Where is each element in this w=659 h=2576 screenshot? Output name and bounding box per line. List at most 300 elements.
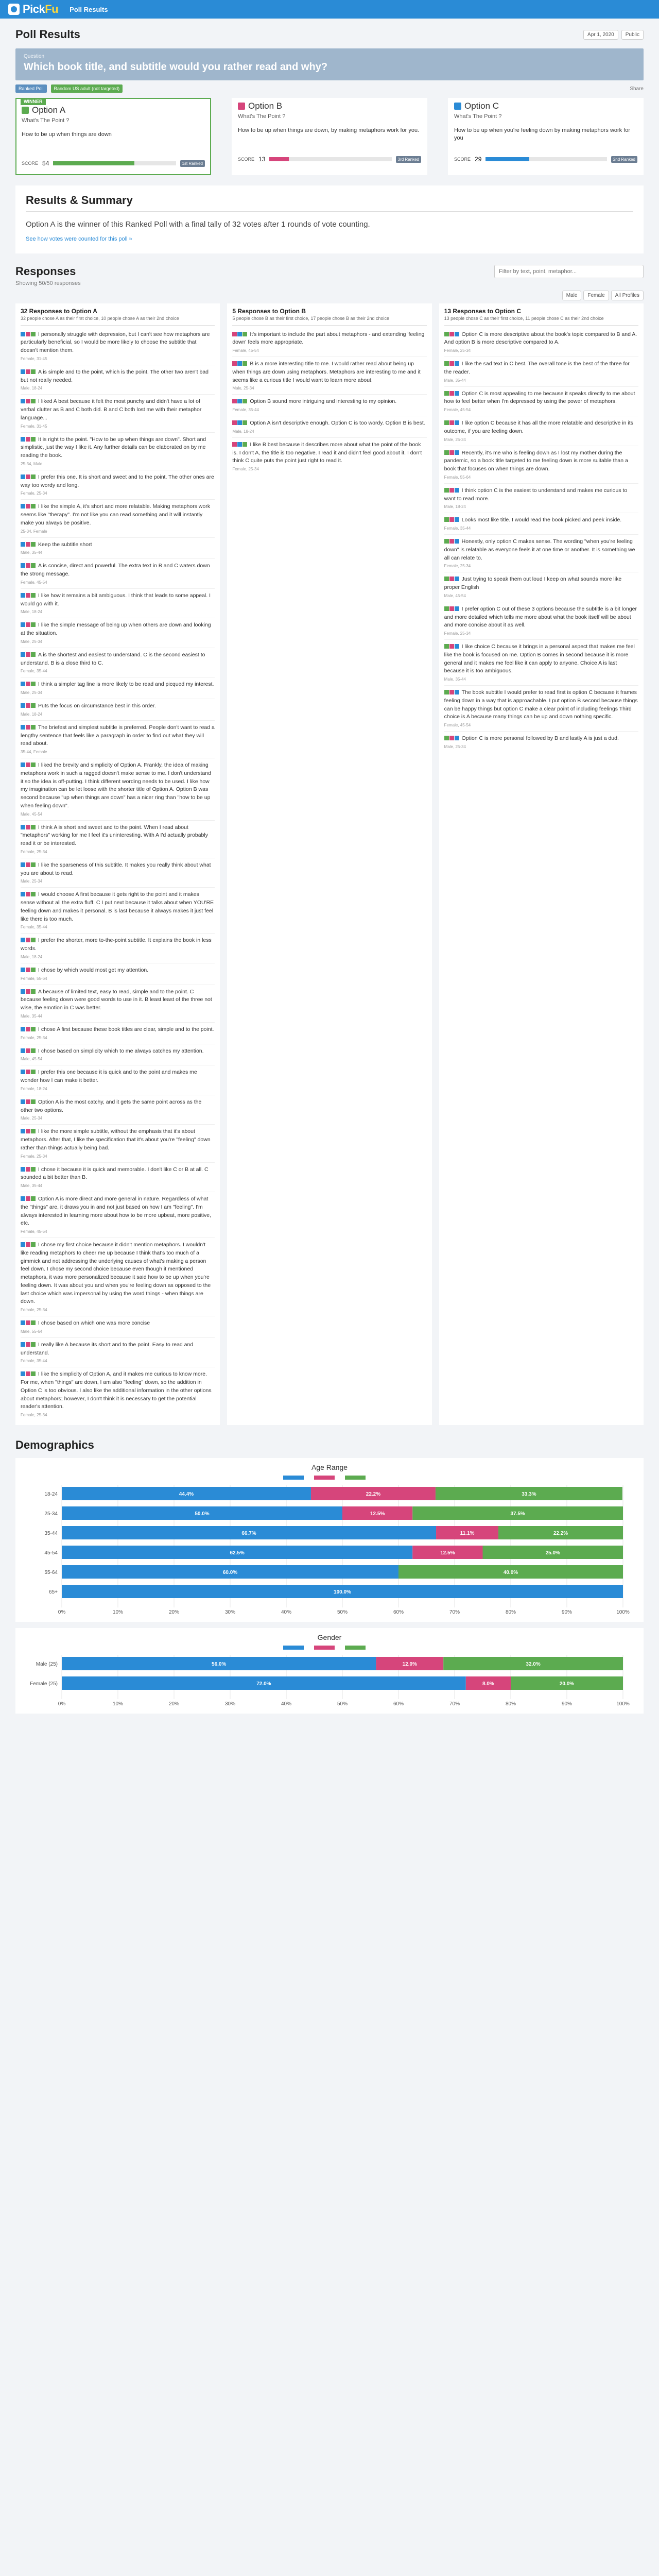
response-demographic: Male, 45-54 xyxy=(21,1057,43,1062)
responses-count: Showing 50/50 responses xyxy=(15,280,81,286)
response-demographic: Female, 35-44 xyxy=(232,408,259,412)
bar-value-label: 25.0% xyxy=(545,1550,560,1556)
bar-value-label: 100.0% xyxy=(334,1589,351,1595)
x-tick-label: 30% xyxy=(224,1609,236,1615)
response-body: I liked the brevity and simplicity of Option A. Frankly, the idea of making metaphors work in such a ragged doesn't make sense to me. I don't understand it so the idea is off-putting. I think different wording needs to be used. I like how my imagination can be let loose with the shorter title of Option A. Option B was second because "up when things are down" has a nicer ring than "how to be up when feeling down". xyxy=(21,762,211,809)
response-body: Just trying to speak them out loud I keep on what sounds more like proper English xyxy=(444,576,622,590)
response-text xyxy=(21,724,215,748)
response-demographic: Female, 18-24 xyxy=(21,1086,47,1091)
x-tick-label: 70% xyxy=(449,1609,460,1615)
pickfu-logo[interactable] xyxy=(8,3,58,16)
option-color-swatch xyxy=(238,103,245,110)
response-body: Looks most like title. I would read the book picked and peek inside. xyxy=(461,517,622,523)
response-body: I prefer the shorter, more to-the-point subtitle. It explains the book in less words. xyxy=(21,937,212,952)
response-demographic: Female, 35-44 xyxy=(444,526,471,531)
x-tick-label: 80% xyxy=(505,1609,516,1615)
ranking-order-icon xyxy=(21,967,36,975)
option-card-a[interactable] xyxy=(15,98,211,175)
ranking-order-icon xyxy=(21,473,36,482)
rank-badge: 2nd Ranked xyxy=(611,156,637,163)
response-text xyxy=(21,1026,215,1034)
response-demographic: 25-34, Male xyxy=(21,461,43,466)
response-text xyxy=(21,1370,215,1411)
response-body: I would choose A first because it gets right to the point and it makes sense without all the extra fluff. C I put next because it talks about when YOU'RE feeling down and makes it personal. B is last because it always makes it just feel like there is too much. xyxy=(21,891,214,922)
vote-count-link[interactable]: See how votes were counted for this poll » xyxy=(26,235,132,242)
response-demographic: Male, 25-34 xyxy=(444,744,466,749)
responses-header xyxy=(15,265,644,286)
response-body: Option B sound more intriguing and interesting to my opinion. xyxy=(250,398,397,405)
response-item xyxy=(232,395,426,416)
response-demographic: Female, 55-64 xyxy=(21,976,47,981)
response-demographic: Male, 45-54 xyxy=(21,811,43,817)
rank-badge: 3rd Ranked xyxy=(396,156,421,163)
response-item xyxy=(444,572,638,602)
response-demographic: Female, 31-45 xyxy=(21,356,47,361)
x-tick-label: 100% xyxy=(616,1609,630,1615)
response-body: A is the shortest and easiest to understand. C is the second easiest to understand. B is a close third to C. xyxy=(21,651,205,666)
date-button[interactable]: Apr 1, 2020 xyxy=(583,30,618,40)
ranking-order-icon xyxy=(232,398,248,406)
ranking-order-icon xyxy=(21,702,36,710)
response-text xyxy=(444,449,638,473)
response-demographic: Male, 25-34 xyxy=(21,1116,43,1121)
response-text xyxy=(444,538,638,562)
response-text xyxy=(444,735,638,743)
x-tick-label: 70% xyxy=(449,1701,460,1707)
response-demographic: 35-44, Female xyxy=(21,750,47,754)
response-demographic: Male, 18-24 xyxy=(21,954,43,959)
response-text xyxy=(21,1069,215,1085)
response-body: I like the simple A, it's short and more relatable. Making metaphors work seems like "therapy". I'm not like you can read something and it will instantly make you always be positive. xyxy=(21,503,211,526)
option-score xyxy=(454,156,637,163)
legend-swatch-c xyxy=(345,1646,366,1650)
ranking-order-icon xyxy=(21,621,36,630)
ranking-order-icon xyxy=(21,1026,36,1034)
option-name: Option B xyxy=(248,101,283,111)
response-item xyxy=(21,433,215,470)
legend-swatch-c xyxy=(345,1476,366,1480)
x-tick-label: 10% xyxy=(112,1609,124,1615)
option-score xyxy=(238,156,421,163)
y-category-label: Male (25) xyxy=(36,1662,58,1667)
x-tick-label: 50% xyxy=(337,1609,348,1615)
response-text xyxy=(444,575,638,592)
response-body: I like the simplicity of Option A, and it makes me curious to know more. For me, when "things" are down, I am also "feeling" down, so the addition in Option C is too obvious. I also like the additional information in the other options about metaphors; however, I don't think it is necessary to get the potential reader's attention. xyxy=(21,1371,212,1410)
bar-value-label: 11.1% xyxy=(460,1531,475,1536)
response-body: I chose based on which one was more concise xyxy=(38,1320,150,1326)
ranking-order-icon xyxy=(21,1370,36,1379)
response-text xyxy=(21,1166,215,1182)
divider xyxy=(444,325,638,326)
ranking-order-icon xyxy=(444,643,460,651)
response-item xyxy=(21,758,215,821)
response-demographic: Female, 45-54 xyxy=(444,723,471,727)
x-tick-label: 0% xyxy=(58,1701,66,1707)
x-tick-label: 20% xyxy=(168,1701,180,1707)
response-item xyxy=(21,1316,215,1338)
score-value: 54 xyxy=(42,160,49,167)
chart-title: Age Range xyxy=(311,1463,348,1471)
response-body: Keep the subtitle short xyxy=(38,541,92,548)
response-body: Puts the focus on circumstance best in this order. xyxy=(38,703,156,709)
x-tick-label: 100% xyxy=(616,1701,630,1707)
bar-value-label: 12.5% xyxy=(370,1511,385,1517)
y-category-label: 35-44 xyxy=(44,1531,58,1536)
ranking-order-icon xyxy=(444,735,460,743)
ranking-order-icon xyxy=(21,368,36,377)
y-category-label: 25-34 xyxy=(44,1511,58,1517)
response-item xyxy=(21,395,215,432)
response-body: Option C is more descriptive about the book's topic compared to B and A. And option B is more descriptive compared to A. xyxy=(444,331,637,346)
response-demographic: Female, 35-44 xyxy=(21,669,47,674)
response-body: I like B best because it describes more about what the point of the book is. I don't A, the title is too negative. I read it and didn't feel good about it. I don't think C quite puts the point just right to read it. xyxy=(232,441,422,464)
filter-button-female[interactable]: Female xyxy=(583,291,609,300)
response-demographic: Female, 45-54 xyxy=(21,1229,47,1234)
response-body: Recently, it's me who is feeling down as I lost my mother during the pandemic, so a book title targeted to me feeling down is more suitable than a book that focuses on when things are down. xyxy=(444,449,628,472)
response-item xyxy=(232,328,426,358)
response-body: I chose by which would most get my attention. xyxy=(38,967,149,973)
stacked-bar-chart xyxy=(26,1641,633,1708)
response-body: I like the simple message of being up when others are down and looking at the situation. xyxy=(21,622,211,636)
response-body: Option A isn't descriptive enough. Option C is too wordy. Option B is best. xyxy=(250,420,425,426)
bar-value-label: 56.0% xyxy=(212,1662,227,1667)
responses-column-a xyxy=(15,303,220,1426)
ranking-order-icon xyxy=(232,419,248,428)
response-text xyxy=(21,1047,215,1056)
x-tick-label: 10% xyxy=(112,1701,124,1707)
winner-badge: WINNER xyxy=(21,98,46,105)
response-text xyxy=(21,1195,215,1228)
response-text xyxy=(21,1319,215,1328)
ranking-order-icon xyxy=(21,398,36,406)
ranking-order-icon xyxy=(21,861,36,870)
response-demographic: Male, 18-24 xyxy=(232,429,254,434)
response-body: A is simple and to the point, which is the point. The other two aren't bad but not really needed. xyxy=(21,368,209,383)
response-item xyxy=(444,416,638,446)
response-item xyxy=(21,648,215,678)
response-body: I like the sad text in C best. The overall tone is the best of the three for the reader. xyxy=(444,361,630,375)
response-item xyxy=(21,500,215,537)
response-demographic: Male, 55-64 xyxy=(21,1329,43,1334)
response-body: B is a more interesting title to me. I would rather read about being up when things are down using metaphors. Metaphors are interesting to me and it seems like a curious title I would want to learn more about. xyxy=(232,361,421,383)
stacked-bar-chart xyxy=(26,1471,633,1617)
page-header xyxy=(15,19,644,48)
score-bar-fill xyxy=(485,157,529,161)
response-item xyxy=(21,1023,215,1044)
x-tick-label: 30% xyxy=(224,1701,236,1707)
legend-swatch-b xyxy=(314,1476,335,1480)
bar-value-label: 50.0% xyxy=(195,1511,210,1517)
bar-value-label: 20.0% xyxy=(559,1681,575,1687)
y-category-label: 18-24 xyxy=(44,1492,58,1497)
response-demographic: Female, 55-64 xyxy=(444,474,471,480)
ranking-order-icon xyxy=(21,503,36,511)
response-item xyxy=(21,589,215,619)
bar-value-label: 37.5% xyxy=(510,1511,525,1517)
response-item xyxy=(21,559,215,589)
ranking-order-icon xyxy=(21,1341,36,1349)
divider xyxy=(26,211,633,212)
response-body: A is concise, direct and powerful. The extra text in B and C waters down the strong message. xyxy=(21,563,210,577)
response-body: Option A is more direct and more general in nature. Regardless of what the "things" are, it draws you in and not just based on how I am "feeling". I'm always interested in learning more about how to be more upbeat, more positive, etc. xyxy=(21,1196,212,1227)
score-bar-fill xyxy=(269,157,289,161)
response-body: I chose my first choice because it didn't mention metaphors. I wouldn't like reading metaphors to cheer me up because I think that's too much of a gimmick and not addressing the underlying causes of what's making a person feel down. I chose my second choice because even though it mentioned metaphors, it was more personalized because it said how to be up when you're feeling down. It was about you and when you're feeling down as opposed to the last choice which was impersonal by using the word things - when things are down. xyxy=(21,1242,211,1305)
poll-badges xyxy=(15,80,644,98)
response-item xyxy=(444,484,638,514)
legend-swatch-a xyxy=(283,1476,304,1480)
response-item xyxy=(232,438,426,475)
bar-value-label: 60.0% xyxy=(222,1570,238,1575)
x-tick-label: 60% xyxy=(393,1609,404,1615)
response-demographic: Female, 25-34 xyxy=(21,1308,47,1312)
ranking-order-icon xyxy=(444,331,460,339)
legend-swatch-a xyxy=(283,1646,304,1650)
option-title: What's The Point ? xyxy=(22,117,70,124)
response-body: The book subtitle I would prefer to read first is option C because it frames feeling down in a way that is approachable. I put option B second because things can be happy things but option C make a clear point of including feelings Third choice is A because many things can be up and down nothing specific. xyxy=(444,689,638,720)
response-item xyxy=(232,416,426,438)
chart-gender xyxy=(15,1628,644,1714)
column-subtitle: 5 people chose B as their first choice, 17 people chose B as their 2nd choice xyxy=(232,315,390,321)
x-tick-label: 50% xyxy=(337,1701,348,1707)
option-title: What's The Point ? xyxy=(454,113,502,120)
filter-button-male[interactable]: Male xyxy=(562,291,582,300)
response-text xyxy=(21,436,215,460)
response-text xyxy=(21,681,215,689)
response-body: I like choice C because it brings in a personal aspect that makes me feel like the book is focused on me. Option B comes in second because it is more general and it makes me feel like it can apply to anyone. Choice A is last because it is too ambiguous. xyxy=(444,643,635,674)
ranking-order-icon xyxy=(444,516,460,524)
x-tick-label: 20% xyxy=(168,1609,180,1615)
ranking-order-icon xyxy=(232,360,248,368)
share-link[interactable]: Share xyxy=(630,86,644,92)
bar-value-label: 44.4% xyxy=(179,1492,194,1497)
ranking-order-icon xyxy=(21,988,36,996)
demographics-title: Demographics xyxy=(15,1438,94,1451)
response-text xyxy=(232,331,426,347)
response-body: I really like A because its short and to the point. Easy to read and understand. xyxy=(21,1341,194,1356)
x-tick-label: 40% xyxy=(281,1701,292,1707)
responses-column-b xyxy=(227,303,431,1426)
response-text xyxy=(21,562,215,579)
response-body: I chose it because it is quick and memorable. I don't like C or B at all. C sounded a bit better than B. xyxy=(21,1166,209,1181)
ranking-order-icon xyxy=(444,538,460,546)
bar-value-label: 66.7% xyxy=(241,1531,256,1536)
ranking-order-icon xyxy=(21,681,36,689)
ranking-order-icon xyxy=(21,592,36,600)
question-banner xyxy=(15,48,644,80)
legend-swatch-b xyxy=(314,1646,335,1650)
results-title: Results & Summary xyxy=(26,194,133,207)
response-demographic: Female, 31-45 xyxy=(21,423,47,429)
ranking-order-icon xyxy=(444,419,460,428)
score-bar-fill xyxy=(53,161,134,165)
option-header xyxy=(238,101,421,111)
response-text xyxy=(21,1341,215,1358)
response-text xyxy=(21,824,215,848)
response-text xyxy=(21,1241,215,1306)
response-demographic: Male, 18-24 xyxy=(21,711,43,717)
response-body: Option C is most appealing to me because it speaks directly to me about how to feel better when I'm depressed by using the power of metaphors. xyxy=(444,390,635,405)
ranking-order-icon xyxy=(232,441,248,449)
response-demographic: Male, 45-54 xyxy=(444,593,466,598)
response-body: The briefest and simplest subtitle is preferred. People don't want to read a lengthy sentence that feels like a paragraph in order to find out what they will read about. xyxy=(21,724,215,747)
response-item xyxy=(21,821,215,858)
y-category-label: Female (25) xyxy=(30,1681,58,1687)
option-header xyxy=(454,101,637,111)
response-body: I chose based on simplicity which to me always catches my attention. xyxy=(38,1047,204,1054)
response-item xyxy=(21,1044,215,1066)
main-container xyxy=(15,19,644,1714)
response-demographic: Male, 35-44 xyxy=(444,378,466,383)
responses-title: Responses xyxy=(15,264,76,278)
response-item xyxy=(21,1238,215,1316)
response-item xyxy=(444,640,638,686)
bar-value-label: 8.0% xyxy=(482,1681,494,1687)
column-subtitle: 32 people chose A as their first choice, 10 people chose A as their 2nd choice xyxy=(21,315,179,321)
response-text xyxy=(21,988,215,1012)
option-color-swatch xyxy=(454,103,461,110)
response-text xyxy=(232,360,426,384)
response-text xyxy=(21,621,215,638)
option-header xyxy=(22,105,205,115)
response-item xyxy=(444,357,638,387)
response-text xyxy=(21,967,215,975)
response-text xyxy=(21,368,215,385)
response-item xyxy=(21,1192,215,1238)
response-item xyxy=(21,1367,215,1421)
option-subtitle: How to be up when you're feeling down by making metaphors work for you xyxy=(454,127,631,142)
bar-value-label: 32.0% xyxy=(526,1662,541,1667)
response-item xyxy=(21,618,215,648)
results-text: Option A is the winner of this Ranked Poll with a final tally of 32 votes after 1 rounds of vote counting. xyxy=(26,220,370,229)
response-item xyxy=(444,387,638,417)
column-title: 5 Responses to Option B xyxy=(232,307,306,315)
response-demographic: Male, 25-34 xyxy=(444,437,466,442)
response-body: I prefer option C out of these 3 options because the subtitle is a bit longer and more detailed which tells me more about what the book itself will be about and more concise about it as well. xyxy=(444,605,637,629)
chart-age-range xyxy=(15,1458,644,1622)
score-label: SCORE xyxy=(22,161,39,166)
response-demographic: Male, 35-44 xyxy=(21,1013,43,1019)
demographics-charts xyxy=(15,1458,644,1714)
response-demographic: Female, 25-34 xyxy=(21,849,47,854)
response-text xyxy=(21,861,215,878)
option-subtitle: How to be up when things are down, by making metaphors work for you. xyxy=(238,127,420,133)
response-item xyxy=(232,357,426,395)
response-text xyxy=(444,605,638,630)
response-item xyxy=(444,535,638,572)
x-tick-label: 90% xyxy=(561,1701,573,1707)
response-demographic: Male, 18-24 xyxy=(21,609,43,615)
response-text xyxy=(21,331,215,355)
x-tick-label: 90% xyxy=(561,1609,573,1615)
responses-filter-input[interactable] xyxy=(494,265,644,278)
response-item xyxy=(444,328,638,358)
response-demographic: Male, 35-44 xyxy=(21,550,43,555)
option-card-c[interactable] xyxy=(448,98,644,175)
option-card-b[interactable] xyxy=(232,98,427,175)
score-label: SCORE xyxy=(454,157,471,162)
response-text xyxy=(21,1098,215,1115)
responses-column-c xyxy=(439,303,644,1426)
response-body: I personally struggle with depression, but I can't see how metaphors are particularly beneficial, so I would be more likely to choose the subtitle that doesn't mention them. xyxy=(21,331,210,353)
ranking-order-icon xyxy=(21,937,36,945)
rank-badge: 1st Ranked xyxy=(180,160,205,167)
response-item xyxy=(21,721,215,758)
response-demographic: Female, 45-54 xyxy=(232,348,259,353)
page-title: Poll Results xyxy=(15,28,80,41)
header-tools xyxy=(583,30,644,40)
ranking-order-icon xyxy=(21,651,36,659)
filter-button-all-profiles[interactable]: All Profiles xyxy=(611,291,644,300)
ranking-order-icon xyxy=(444,689,460,697)
column-subtitle: 13 people chose C as their first choice, 11 people chose C as their 2nd choice xyxy=(444,315,604,321)
option-name: Option A xyxy=(32,105,66,115)
score-bar xyxy=(485,157,606,161)
response-body: I like the more simple subtitle, without the emphasis that it's about metaphors. After that, I like the specification that it's about you're "feeling" down rather than things actually being bad. xyxy=(21,1128,211,1151)
response-demographic: Male, 18-24 xyxy=(21,386,43,391)
bar-value-label: 33.3% xyxy=(522,1492,536,1497)
response-body: I like the sparseness of this subtitle. It makes you really think about what you are about to read. xyxy=(21,861,211,876)
bar-value-label: 12.5% xyxy=(440,1550,455,1556)
response-text xyxy=(21,651,215,668)
ranking-order-icon xyxy=(444,605,460,614)
logo-text: PickFu xyxy=(23,3,59,15)
response-item xyxy=(21,470,215,500)
response-item xyxy=(21,677,215,699)
response-demographic: Female, 45-54 xyxy=(21,580,47,585)
divider xyxy=(232,325,426,326)
response-demographic: Male, 25-34 xyxy=(21,639,43,644)
poll-type-badge: Ranked Poll xyxy=(15,84,47,93)
response-item xyxy=(21,1125,215,1162)
y-category-label: 65+ xyxy=(49,1589,58,1595)
response-item xyxy=(444,513,638,535)
y-category-label: 55-64 xyxy=(44,1570,58,1575)
question-text: Which book title, and subtitle would you rather read and why? xyxy=(24,61,328,73)
response-body: Honestly, only option C makes sense. The wording "when you're feeling down" is relatable as everyone feels it at one time or another. It is something we all can relate to. xyxy=(444,538,635,561)
response-demographic: Female, 25-34 xyxy=(444,564,471,569)
response-body: Option A is the most catchy, and it gets the same point across as the other two options. xyxy=(21,1098,202,1113)
response-item xyxy=(21,888,215,934)
response-item xyxy=(21,1095,215,1125)
bar-value-label: 40.0% xyxy=(503,1570,518,1575)
response-demographic: Male, 35-44 xyxy=(444,677,466,682)
response-demographic: Male, 35-44 xyxy=(21,1183,43,1188)
response-text xyxy=(444,331,638,347)
response-item xyxy=(444,602,638,640)
results-summary xyxy=(15,185,644,253)
question-label: Question xyxy=(24,54,45,59)
x-tick-label: 0% xyxy=(58,1609,66,1615)
ranking-order-icon xyxy=(21,824,36,832)
bar-value-label: 12.0% xyxy=(402,1662,417,1667)
ranking-order-icon xyxy=(444,487,460,495)
response-item xyxy=(21,1163,215,1193)
ranking-order-icon xyxy=(21,1069,36,1077)
logo-icon xyxy=(8,4,20,15)
response-text xyxy=(21,503,215,527)
response-item xyxy=(21,1338,215,1368)
ranking-order-icon xyxy=(444,390,460,398)
chart-title: Gender xyxy=(317,1633,342,1641)
responses-tools xyxy=(15,291,644,300)
ranking-order-icon xyxy=(444,449,460,457)
option-subtitle: How to be up when things are down xyxy=(22,131,112,138)
response-text xyxy=(21,891,215,923)
response-demographic: Female, 45-54 xyxy=(444,408,471,412)
public-button[interactable]: Public xyxy=(621,30,644,40)
response-text xyxy=(21,398,215,422)
top-navigation-bar xyxy=(0,0,659,19)
